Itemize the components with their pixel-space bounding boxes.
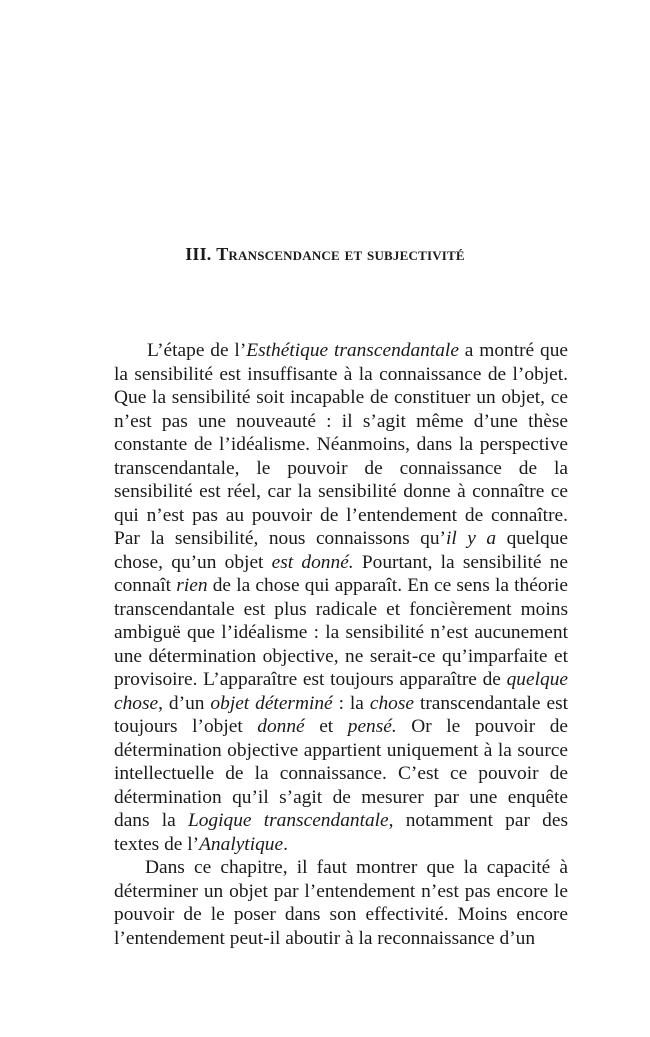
italic-run: quelque chose (114, 669, 568, 714)
text-run: L’étape de l’ (147, 340, 247, 361)
chapter-heading (0, 244, 650, 265)
italic-run: Logique transcendantale (187, 810, 389, 831)
italic-run: donné (257, 716, 305, 737)
text-run: . (283, 833, 288, 855)
chapter-numeral: III. (185, 244, 212, 264)
text-run: quelque chose, qu’un objet (114, 528, 568, 573)
italic-run: il y a (446, 528, 497, 549)
italic-run: Esthétique transcendantale (246, 340, 459, 361)
text-run: , notamment par des textes de l’ (114, 810, 568, 855)
text-run: Or le pouvoir de détermination objective appartient uniquement à la source intellectuelle de la connaissance. C’est ce pouvoir de détermination qu’il s’agit de mesurer par une enquête dans la (114, 716, 568, 831)
italic-run: Analytique (199, 833, 284, 855)
italic-run: pensé. (347, 716, 397, 737)
text-run: transcendantale est toujours l’objet (114, 692, 569, 737)
italic-run: chose (369, 692, 415, 714)
text-run: , d’un (158, 692, 211, 714)
paragraph-1 (114, 339, 568, 856)
italic-run: rien (176, 575, 208, 596)
text-run: de la chose qui apparaît. En ce sens la théorie transcendantale est plus radicale et foncièrement moins ambiguë que l’idéalisme : la sensibilité n’est aucunement une détermination objective, ne serait-ce qu’imparfaite et provisoire. L’apparaître est toujours apparaître de (114, 575, 569, 690)
body-text (114, 339, 568, 950)
text-run: Pourtant, la sensibilité ne connaît (114, 551, 568, 596)
chapter-title: Transcendance et subjectivité (216, 244, 465, 264)
text-run: et (304, 716, 348, 737)
text-run: a montré que la sensibilité est insuffisante à la connaissance de l’objet. Que la sensibilité soit incapable de constituer un objet, ce n’est pas une nouveauté : il s’agit même d’une thèse constante de l’idéalisme. Néanmoins, dans la perspective transcendantale, le pouvoir de connaissance de la sensibilité est réel, car la sensibilité donne à connaître ce qui n’est pas au pouvoir de l’entendement de connaître. Par la sensibilité, nous connaissons qu’ (114, 340, 569, 549)
italic-run: objet déterminé (210, 692, 333, 714)
italic-run: est donné. (271, 551, 354, 573)
paragraph-2: Dans ce chapitre, il faut montrer que la capacité à déterminer un objet par l’entendement n’est pas encore le pouvoir de le poser dans son effectivité. Moins encore l’entendement peut-il aboutir à la reconnaissance d’un (114, 857, 568, 949)
text-run: : la (332, 692, 370, 714)
